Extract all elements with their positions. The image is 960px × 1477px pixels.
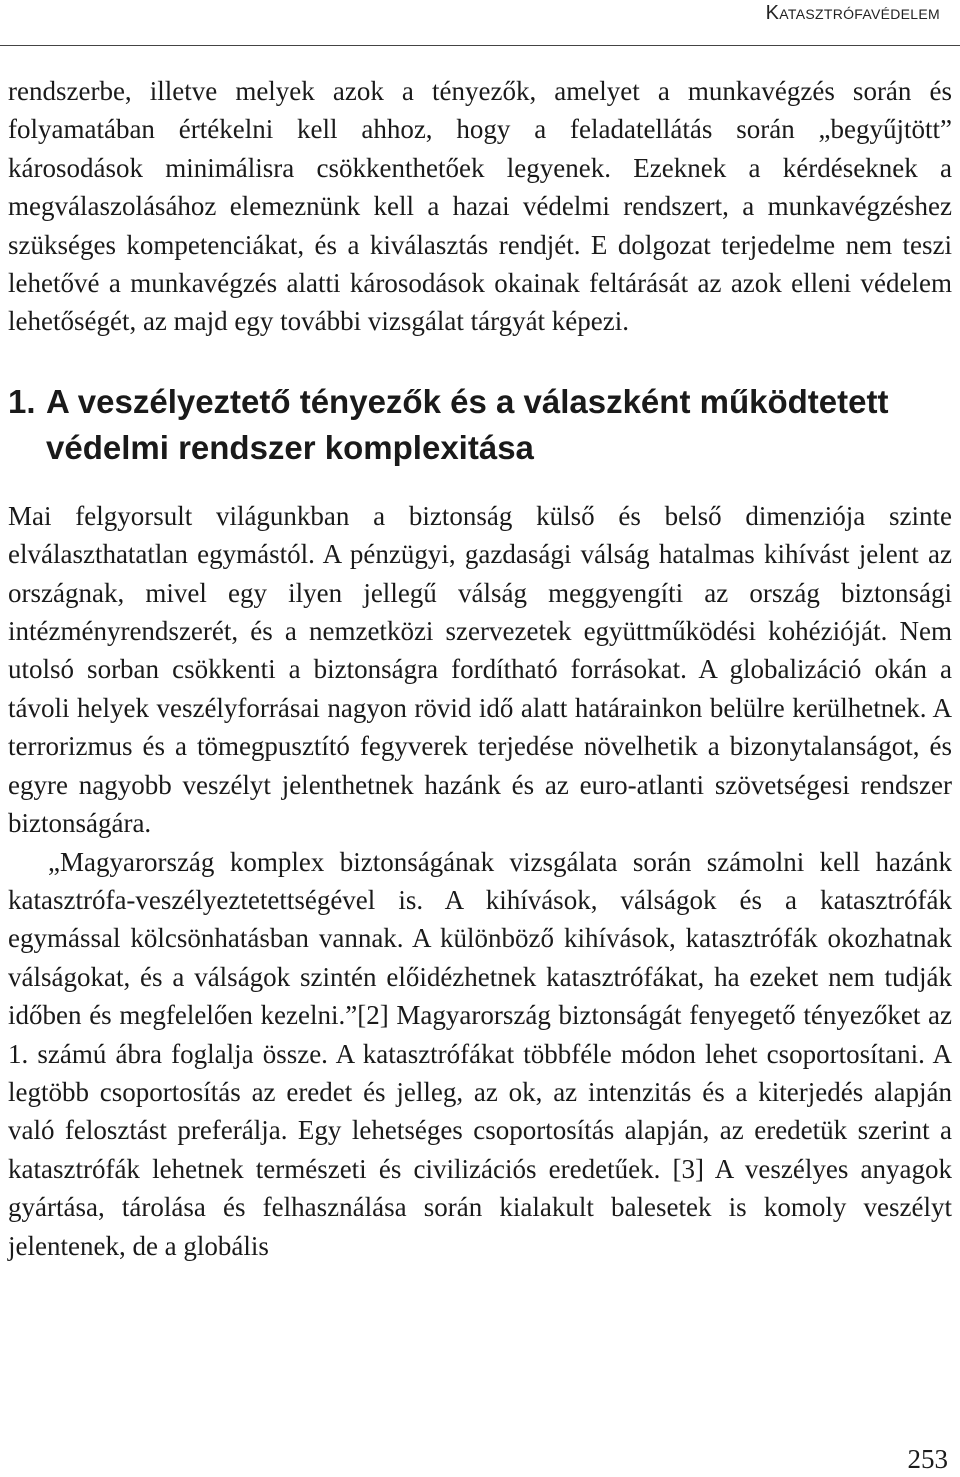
section-number: 1. — [8, 382, 36, 420]
body-paragraph-2: Mai felgyorsult világunkban a biztonság külső és belső dimenziója szinte elválaszthatatlan egymástól. A pénzügyi, gazdasági válság hatalmas kihívást jelent az országnak, mivel egy ilyen jellegű válság meggyengíti az ország biztonsági intézményrendszerét, és a nemzetközi szervezetek együttműködési kohézióját. Nem utolsó sorban csökkenti a biztonságra fordítható forrásokat. A globalizáció okán a távoli helyek veszélyforrásai nagyon rövid idő alatt határainkon belülre kerülhetnek. A terrorizmus és a tömegpusztító fegyverek terjedése növelhetik a bizonytalanságot, és egyre nagyobb veszélyt jelenthetnek hazánk és az euro-atlanti szövetségesi rendszer biztonságára. — [8, 500, 952, 839]
body-paragraph-3: „Magyarország komplex biztonságának vizsgálata során számolni kell hazánk katasztrófa-veszélyeztetettségével is. A kihívások, válságok és a katasztrófák egymással kölcsönhatásban vannak. A különböző kihívások, katasztrófák okozhatnak válságokat, és a válságok szintén előidézhetnek katasztrófákat, ha ezeket nem tudják időben és megfelelően kezelni.”[2] Magyarország biztonságát fenyegető tényezőket az 1. számú ábra foglalja össze. A katasztrófákat többféle módon lehet csoportosítani. A legtöbb csoportosítás az eredet és jelleg, az ok, az intenzitás és a kiterjedés alapján való felosztást preferálja. Egy lehetséges csoportosítás alapján, az eredetük szerint a katasztrófák lehetnek természeti és civilizációs eredetűek. [3] A veszélyes anyagok gyártása, tárolása és felhasználása során kialakult balesetek is komoly veszélyt jelentenek, de a globális — [8, 846, 952, 1261]
page-number: 253 — [907, 1444, 948, 1474]
running-header: Katasztrófavédelem — [765, 2, 940, 24]
page-body — [8, 72, 952, 1265]
body-paragraph-1: rendszerbe, illetve melyek azok a tényezők, amelyet a munkavégzés során és folyamatában értékelni kell ahhoz, hogy a feladatellátás során „begyűjtött” károsodások minimálisra csökkenthetőek legyenek. Ezeknek a kérdéseknek a megválaszolásához elemeznünk kell a hazai védelmi rendszert, a munkavégzéshez szükséges kompetenciákat, és a kiválasztás rendjét. E dolgozat terjedelme nem teszi lehetővé a munkavégzés alatti károsodások okainak feltárását az azok elleni védelem lehetőségét, az majd egy további vizsgálat tárgyát képezi. — [8, 76, 952, 337]
section-title: A veszélyeztető tényezők és a válaszként működtetett védelmi rendszer komplexitása — [46, 382, 889, 466]
section-heading — [8, 379, 952, 471]
header-divider — [0, 45, 960, 46]
